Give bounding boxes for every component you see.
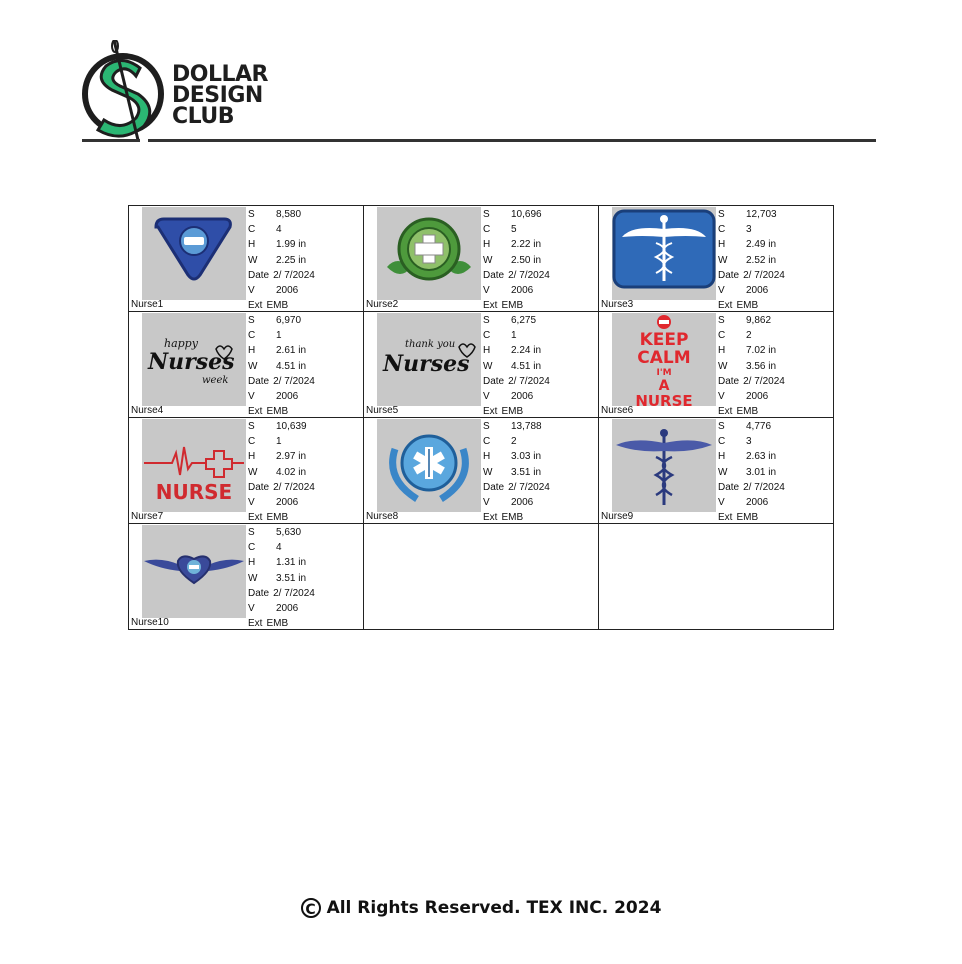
width-value: 4.51 in [276,360,307,372]
star-of-life-wreath-icon [377,419,481,512]
height-value: 2.61 in [276,345,307,357]
color-count: 3 [746,436,752,448]
stitch-count: 8,580 [276,209,302,220]
height-value: 3.03 in [511,451,542,463]
design-cell[interactable] [129,312,364,418]
svg-text:Nurses: Nurses [383,351,470,377]
design-cell[interactable] [129,524,364,630]
design-name: Nurse3 [601,299,634,310]
width-value: 3.51 in [511,466,542,478]
design-name: Nurse7 [131,511,164,522]
empty-cell [599,524,834,630]
design-meta: S 13,788 C 2 H 3.03 in W 3.51 in Date 2/ 7/2024 V 2006 Ext EMB [483,421,550,524]
color-count: 1 [276,436,282,448]
design-name: Nurse5 [366,405,399,416]
stitch-count: 6,275 [511,315,537,326]
extension-value: EMB [266,300,289,312]
version-value: 2006 [276,603,299,615]
color-count: 1 [276,330,282,342]
color-count: 3 [746,224,752,236]
keep-calm-nurse-icon [612,313,716,406]
version-value: 2006 [746,391,769,403]
design-name: Nurse8 [366,511,399,522]
width-value: 2.52 in [746,254,777,266]
date-value: 2/ 7/2024 [508,481,550,493]
width-value: 3.51 in [276,572,307,584]
date-value: 2/ 7/2024 [273,587,315,599]
design-name: Nurse10 [131,617,169,628]
color-count: 5 [511,224,517,236]
design-cell[interactable] [599,206,834,312]
stitch-count: 10,639 [276,421,307,432]
design-cell[interactable] [364,418,599,524]
design-name: Nurse4 [131,405,164,416]
thank-you-nurses-script-icon [377,313,481,406]
svg-text:week: week [202,375,229,386]
height-value: 7.02 in [746,345,777,357]
svg-text:happy: happy [164,337,198,350]
extension-value: EMB [736,406,759,418]
version-value: 2006 [746,285,769,297]
design-cell[interactable] [129,418,364,524]
logo-wordmark [172,64,268,127]
copyright-footer [0,898,962,918]
stitch-count: 6,970 [276,315,302,326]
design-cell[interactable] [599,418,834,524]
extension-value: EMB [501,512,524,524]
happy-nurses-week-script-icon [142,313,246,406]
width-value: 3.01 in [746,466,777,478]
green-cross-badge-icon [377,207,481,300]
extension-value: EMB [501,406,524,418]
color-count: 2 [746,330,752,342]
date-value: 2/ 7/2024 [273,481,315,493]
height-value: 2.22 in [511,239,542,251]
design-meta: S 12,703 C 3 H 2.49 in W 2.52 in Date 2/ 7/2024 V 2006 Ext EMB [718,209,785,312]
width-value: 2.50 in [511,254,542,266]
dollar-sign-logo-icon [82,40,182,140]
extension-value: EMB [266,618,289,630]
svg-text:Nurses: Nurses [148,349,235,375]
color-count: 4 [276,224,282,236]
design-meta: S 8,580 C 4 H 1.99 in W 2.25 in Date 2/ 7/2024 V 2006 Ext EMB [248,209,315,312]
height-value: 1.31 in [276,557,307,569]
winged-caduceus-icon [612,419,716,512]
height-value: 2.97 in [276,451,307,463]
width-value: 3.56 in [746,360,777,372]
copyright-icon: C [301,898,321,918]
stitch-count: 5,630 [276,527,302,538]
extension-value: EMB [266,512,289,524]
height-value: 2.49 in [746,239,777,251]
design-sheet-table [128,205,834,630]
color-count: 4 [276,542,282,554]
stitch-count: 12,703 [746,209,777,220]
design-meta: S 4,776 C 3 H 2.63 in W 3.01 in Date 2/ 7/2024 V 2006 Ext EMB [718,421,785,524]
extension-value: EMB [736,300,759,312]
logo-line-2: DESIGN [172,83,263,108]
svg-text:NURSE: NURSE [635,392,693,406]
caduceus-square-icon [612,207,716,300]
date-value: 2/ 7/2024 [508,375,550,387]
design-meta: S 6,275 C 1 H 2.24 in W 4.51 in Date 2/ 7/2024 V 2006 Ext EMB [483,315,550,418]
design-meta: S 10,639 C 1 H 2.97 in W 4.02 in Date 2/ 7/2024 V 2006 Ext EMB [248,421,315,524]
design-cell[interactable] [599,312,834,418]
version-value: 2006 [276,497,299,509]
empty-cell [364,524,599,630]
winged-heart-icon [142,525,246,618]
version-value: 2006 [511,285,534,297]
header-rule-left [82,139,140,142]
date-value: 2/ 7/2024 [508,269,550,281]
width-value: 4.02 in [276,466,307,478]
header-rule-right [148,139,876,142]
stitch-count: 10,696 [511,209,542,220]
design-meta: S 6,970 C 1 H 2.61 in W 4.51 in Date 2/ 7/2024 V 2006 Ext EMB [248,315,315,418]
date-value: 2/ 7/2024 [743,269,785,281]
design-cell[interactable] [364,312,599,418]
stitch-count: 9,862 [746,315,772,326]
version-value: 2006 [511,391,534,403]
height-value: 2.24 in [511,345,542,357]
svg-text:NURSE: NURSE [155,480,233,504]
date-value: 2/ 7/2024 [273,375,315,387]
design-name: Nurse6 [601,405,634,416]
date-value: 2/ 7/2024 [743,481,785,493]
design-meta: S 9,862 C 2 H 7.02 in W 3.56 in Date 2/ 7/2024 V 2006 Ext EMB [718,315,785,418]
version-value: 2006 [511,497,534,509]
version-value: 2006 [276,285,299,297]
copyright-text: All Rights Reserved. TEX INC. 2024 [326,898,662,918]
svg-text:KEEP: KEEP [639,330,689,350]
height-value: 1.99 in [276,239,307,251]
version-value: 2006 [746,497,769,509]
extension-value: EMB [736,512,759,524]
design-meta: S 10,696 C 5 H 2.22 in W 2.50 in Date 2/ 7/2024 V 2006 Ext EMB [483,209,550,312]
width-value: 4.51 in [511,360,542,372]
date-value: 2/ 7/2024 [273,269,315,281]
design-cell[interactable] [129,206,364,312]
design-cell[interactable] [364,206,599,312]
width-value: 2.25 in [276,254,307,266]
design-name: Nurse1 [131,299,164,310]
extension-value: EMB [266,406,289,418]
heartbeat-nurse-icon [142,419,246,512]
design-meta: S 5,630 C 4 H 1.31 in W 3.51 in Date 2/ 7/2024 V 2006 Ext EMB [248,527,315,630]
svg-text:thank you: thank you [405,339,456,350]
logo-line-1: DOLLAR [172,62,268,87]
stitch-count: 4,776 [746,421,772,432]
color-count: 1 [511,330,517,342]
svg-text:CALM: CALM [637,348,691,368]
logo-line-3: CLUB [172,104,235,129]
design-name: Nurse9 [601,511,634,522]
stitch-count: 13,788 [511,421,542,432]
design-name: Nurse2 [366,299,399,310]
version-value: 2006 [276,391,299,403]
svg-text:A: A [658,378,670,394]
nurse-badge-triangle-icon [142,207,246,300]
height-value: 2.63 in [746,451,777,463]
date-value: 2/ 7/2024 [743,375,785,387]
color-count: 2 [511,436,517,448]
extension-value: EMB [501,300,524,312]
svg-text:I'M: I'M [656,368,672,378]
